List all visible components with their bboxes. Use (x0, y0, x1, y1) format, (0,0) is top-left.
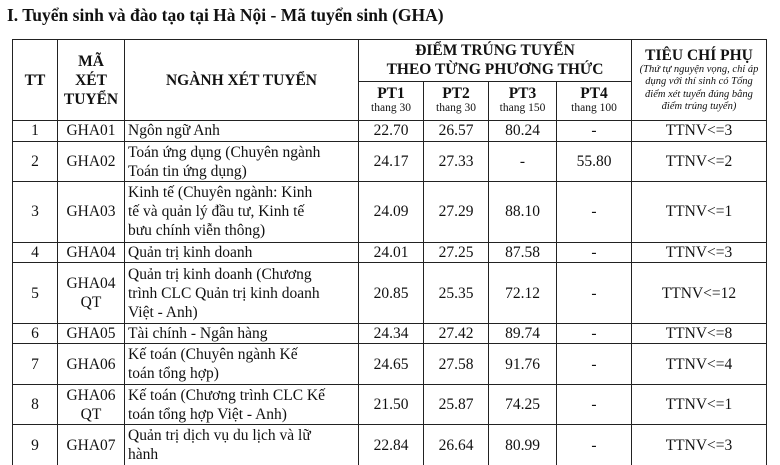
section-title: I. Tuyển sinh và đào tạo tại Hà Nội - Mã tuyển sinh (GHA) (7, 5, 444, 25)
row-index-cell: 8 (13, 384, 58, 425)
score-pt3-cell: 91.76 (489, 344, 557, 385)
cell-line: Toán ứng dụng (Chuyên ngành (128, 143, 321, 161)
table-row (13, 121, 767, 142)
cell-line: Kế toán (Chương trình CLC Kế (128, 386, 325, 404)
cell-line: GHA04 (66, 275, 116, 293)
header-tieu-chi-title: TIÊU CHÍ PHỤ (645, 46, 753, 64)
score-pt2-cell: 26.57 (424, 121, 489, 142)
table-row (13, 263, 767, 323)
cell-line: tế và quản lý đầu tư, Kinh tế (128, 203, 305, 221)
secondary-criteria-cell: TTNV<=4 (632, 344, 767, 385)
row-index-cell: 1 (13, 121, 58, 142)
score-pt3-cell: 72.12 (489, 263, 557, 323)
header-diem-trung-tuyen (359, 40, 632, 82)
score-pt2-cell: 27.58 (424, 344, 489, 385)
score-pt2-cell: 25.87 (424, 384, 489, 425)
header-tieu-chi-note: điểm xét tuyển đúng bằng (645, 88, 753, 100)
header-ma-line: TUYỂN (63, 90, 119, 108)
header-tieu-chi-phu (632, 40, 767, 121)
program-code-cell (58, 323, 125, 344)
method-scale: thang 30 (436, 102, 476, 115)
method-name: PT3 (508, 85, 537, 103)
score-pt3-cell: - (489, 141, 557, 182)
score-pt4-cell: 55.80 (557, 141, 632, 182)
cell-line: Việt - Anh) (128, 303, 198, 321)
row-index-cell: 2 (13, 141, 58, 182)
score-pt3-cell: 89.74 (489, 323, 557, 344)
cell-line: Toán tin ứng dụng) (128, 162, 247, 180)
score-pt1-cell: 22.84 (359, 425, 424, 465)
score-pt1-cell: 22.70 (359, 121, 424, 142)
table-row (13, 344, 767, 385)
admission-scores-table (12, 39, 767, 465)
cell-line: QT (80, 294, 102, 312)
table-row (13, 425, 767, 465)
method-name: PT1 (377, 85, 405, 103)
score-pt4-cell: - (557, 344, 632, 385)
method-scale: thang 30 (371, 102, 411, 115)
score-pt1-cell: 24.34 (359, 323, 424, 344)
score-pt3-cell: 80.99 (489, 425, 557, 465)
score-pt2-cell: 26.64 (424, 425, 489, 465)
cell-line: Kinh tế (Chuyên ngành: Kinh (128, 184, 313, 202)
header-method-pt1 (359, 81, 424, 120)
score-pt4-cell: - (557, 425, 632, 465)
method-scale: thang 100 (571, 102, 617, 115)
table-row (13, 141, 767, 182)
program-name-cell (125, 121, 359, 142)
score-pt2-cell: 25.35 (424, 263, 489, 323)
score-pt2-cell: 27.25 (424, 242, 489, 263)
cell-line: Quản trị dịch vụ du lịch và lữ (128, 427, 311, 445)
header-ma-xet-tuyen (58, 40, 125, 121)
score-pt1-cell: 24.17 (359, 141, 424, 182)
header-tieu-chi-note: dụng với thí sinh có Tổng (645, 76, 753, 88)
row-index-cell: 9 (13, 425, 58, 465)
cell-line: GHA05 (66, 325, 116, 343)
program-name-cell (125, 263, 359, 323)
cell-line: GHA06 (66, 355, 116, 373)
cell-line: toán tổng hợp) (128, 365, 219, 383)
cell-line: bưu chính viễn thông) (128, 222, 266, 240)
score-pt2-cell: 27.42 (424, 323, 489, 344)
cell-line: Ngôn ngữ Anh (128, 122, 220, 140)
program-name-cell (125, 323, 359, 344)
score-pt3-cell: 88.10 (489, 182, 557, 242)
cell-line: Quản trị kinh doanh (Chương (128, 265, 312, 283)
header-diem-line1: ĐIỂM TRÚNG TUYỂN (415, 42, 575, 60)
secondary-criteria-cell: TTNV<=3 (632, 425, 767, 465)
score-pt2-cell: 27.29 (424, 182, 489, 242)
secondary-criteria-cell: TTNV<=1 (632, 384, 767, 425)
table-row (13, 384, 767, 425)
header-tieu-chi-note: (Thứ tự nguyện vọng, chỉ áp (639, 63, 759, 75)
program-name-cell (125, 425, 359, 465)
row-index-cell: 4 (13, 242, 58, 263)
header-ma-line: MÃ (78, 52, 104, 70)
score-pt4-cell: - (557, 263, 632, 323)
header-tieu-chi-note: điểm trúng tuyển) (661, 101, 737, 113)
score-pt2-cell: 27.33 (424, 141, 489, 182)
score-pt4-cell: - (557, 384, 632, 425)
program-code-cell (58, 425, 125, 465)
header-ma-line: XÉT (75, 71, 107, 89)
table-row (13, 242, 767, 263)
score-pt1-cell: 20.85 (359, 263, 424, 323)
score-pt4-cell: - (557, 242, 632, 263)
program-name-cell (125, 141, 359, 182)
cell-line: QT (80, 405, 102, 423)
table-row (13, 323, 767, 344)
cell-line: GHA01 (66, 122, 116, 140)
score-pt3-cell: 74.25 (489, 384, 557, 425)
cell-line: Tài chính - Ngân hàng (128, 325, 268, 343)
score-pt1-cell: 21.50 (359, 384, 424, 425)
program-name-cell (125, 242, 359, 263)
program-name-cell (125, 384, 359, 425)
program-code-cell (58, 344, 125, 385)
program-code-cell (58, 242, 125, 263)
cell-line: hành (128, 446, 159, 464)
program-name-cell (125, 344, 359, 385)
score-pt4-cell: - (557, 121, 632, 142)
score-pt3-cell: 80.24 (489, 121, 557, 142)
header-diem-line2: THEO TỪNG PHƯƠNG THỨC (386, 61, 604, 79)
program-code-cell (58, 182, 125, 242)
program-code-cell (58, 384, 125, 425)
row-index-cell: 6 (13, 323, 58, 344)
header-method-pt2 (424, 81, 489, 120)
secondary-criteria-cell: TTNV<=1 (632, 182, 767, 242)
program-code-cell (58, 121, 125, 142)
program-name-cell (125, 182, 359, 242)
score-pt1-cell: 24.01 (359, 242, 424, 263)
method-name: PT4 (580, 85, 608, 103)
score-pt1-cell: 24.09 (359, 182, 424, 242)
row-index-cell: 7 (13, 344, 58, 385)
score-pt4-cell: - (557, 182, 632, 242)
cell-line: Quản trị kinh doanh (128, 244, 253, 261)
table-body (13, 121, 767, 465)
score-pt4-cell: - (557, 323, 632, 344)
secondary-criteria-cell: TTNV<=3 (632, 121, 767, 142)
cell-line: trình CLC Quản trị kinh doanh (128, 284, 320, 302)
row-index-cell: 3 (13, 182, 58, 242)
method-name: PT2 (442, 85, 470, 103)
program-code-cell (58, 141, 125, 182)
header-nganh-xet-tuyen: NGÀNH XÉT TUYỂN (125, 40, 359, 121)
header-row-1 (13, 40, 767, 82)
secondary-criteria-cell: TTNV<=3 (632, 242, 767, 263)
cell-line: GHA04 (66, 244, 116, 261)
header-method-pt3 (489, 81, 557, 120)
cell-line: toán tổng hợp Việt - Anh) (128, 405, 287, 423)
secondary-criteria-cell: TTNV<=8 (632, 323, 767, 344)
header-method-pt4 (557, 81, 632, 120)
cell-line: GHA07 (66, 436, 116, 454)
row-index-cell: 5 (13, 263, 58, 323)
secondary-criteria-cell: TTNV<=12 (632, 263, 767, 323)
cell-line: GHA02 (66, 153, 116, 171)
cell-line: GHA06 (66, 386, 116, 404)
secondary-criteria-cell: TTNV<=2 (632, 141, 767, 182)
score-pt1-cell: 24.65 (359, 344, 424, 385)
score-pt3-cell: 87.58 (489, 242, 557, 263)
table-row (13, 182, 767, 242)
header-tt: TT (13, 40, 58, 121)
cell-line: Kế toán (Chuyên ngành Kế (128, 346, 298, 364)
method-scale: thang 150 (499, 102, 546, 115)
cell-line: GHA03 (66, 203, 116, 221)
program-code-cell (58, 263, 125, 323)
